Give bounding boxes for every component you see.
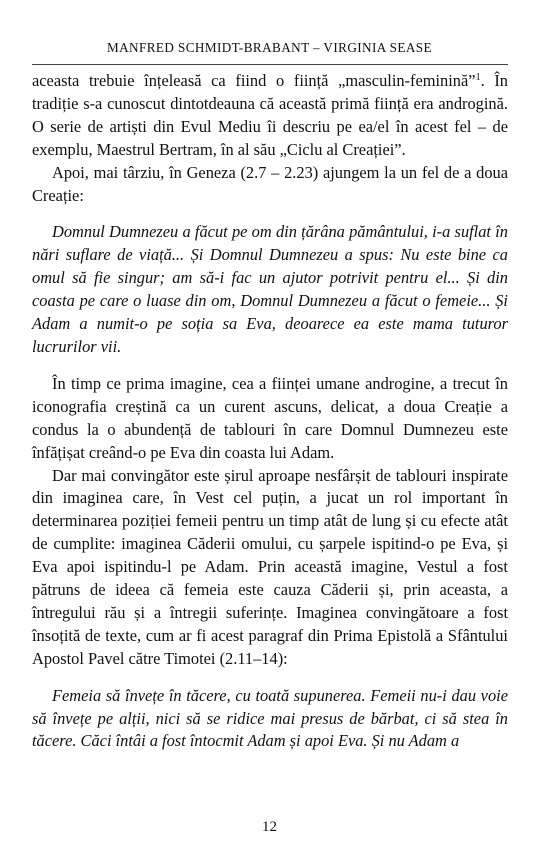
paragraph-1-rest: . În tradiție s-a cunoscut dintotdeauna că această primă ființă era androgină. O serie de artiști din Evul Mediu îi descriu pe ea/el în acest fel – de exemplu, Maestrul Bertram, în al său „Ciclu al Creației”.	[32, 71, 508, 159]
footnote-marker: 1	[475, 72, 481, 83]
quote-timothy: Femeia să învețe în tăcere, cu toată supunerea. Femeii nu-i dau voie să învețe pe alții, nici să se ridice mai presus de bărbat, ci să stea în tăcere. Căci întâi a fost întocmit Adam și apoi Eva. Și nu Adam a	[32, 685, 508, 751]
paragraph-1-text: aceasta trebuie înțeleasă ca fiind o ființă „masculin-feminină”	[32, 71, 476, 90]
header-rule	[32, 64, 508, 65]
paragraph-continued	[32, 70, 508, 162]
paragraph-3: În timp ce prima imagine, cea a ființei umane androgine, a trecut în iconografia creștină ca un curent ascuns, delicat, a doua Creație a condus la o abundență de tablouri în care Domnul Dumnezeu este înfățișat creând-o pe Eva din coasta lui Adam.	[32, 373, 508, 462]
paragraph-2: Apoi, mai târziu, în Geneza (2.7 – 2.23) ajungem la un fel de a doua Creație:	[32, 162, 508, 205]
quote-genesis: Domnul Dumnezeu a făcut pe om din țărâna pământului, i-a suflat în nări suflare de viață... Și Domnul Dumnezeu a spus: Nu este bine ca omul să fie singur; am să-i fac un ajutor potrivit pentru el... Și din coasta pe care o luase din om, Domnul Dumnezeu a făcut o femeie... Și Adam a numit-o pe soția sa Eva, deoarece ea este mama tuturor lucrurilor vii.	[32, 222, 508, 356]
running-head: MANFRED SCHMIDT-BRABANT – VIRGINIA SEASE	[107, 40, 432, 55]
paragraph-4: Dar mai convingător este șirul aproape nesfârșit de tablouri inspirate din imaginea care, în Vest cel puțin, a jucat un rol important în determinarea poziției femeii pentru un timp atât de lung și cu efecte atât de cumplite: imaginea Căderii omului, cu șarpele ispitind-o pe Eva, și Eva apoi ispitindu-l pe Adam. Prin această imagine, Vestul a fost pătruns de ideea că femeia este cauza Căderii și, prin aceasta, a întregului rău și a întregii suferințe. Imaginea convingătoare a fost însoțită de texte, cum ar fi acest paragraf din Prima Epistolă a Sfântului Apostol Pavel către Timotei (2.11–14):	[32, 465, 508, 668]
body-text	[32, 70, 508, 753]
page-number: 12	[262, 819, 277, 835]
